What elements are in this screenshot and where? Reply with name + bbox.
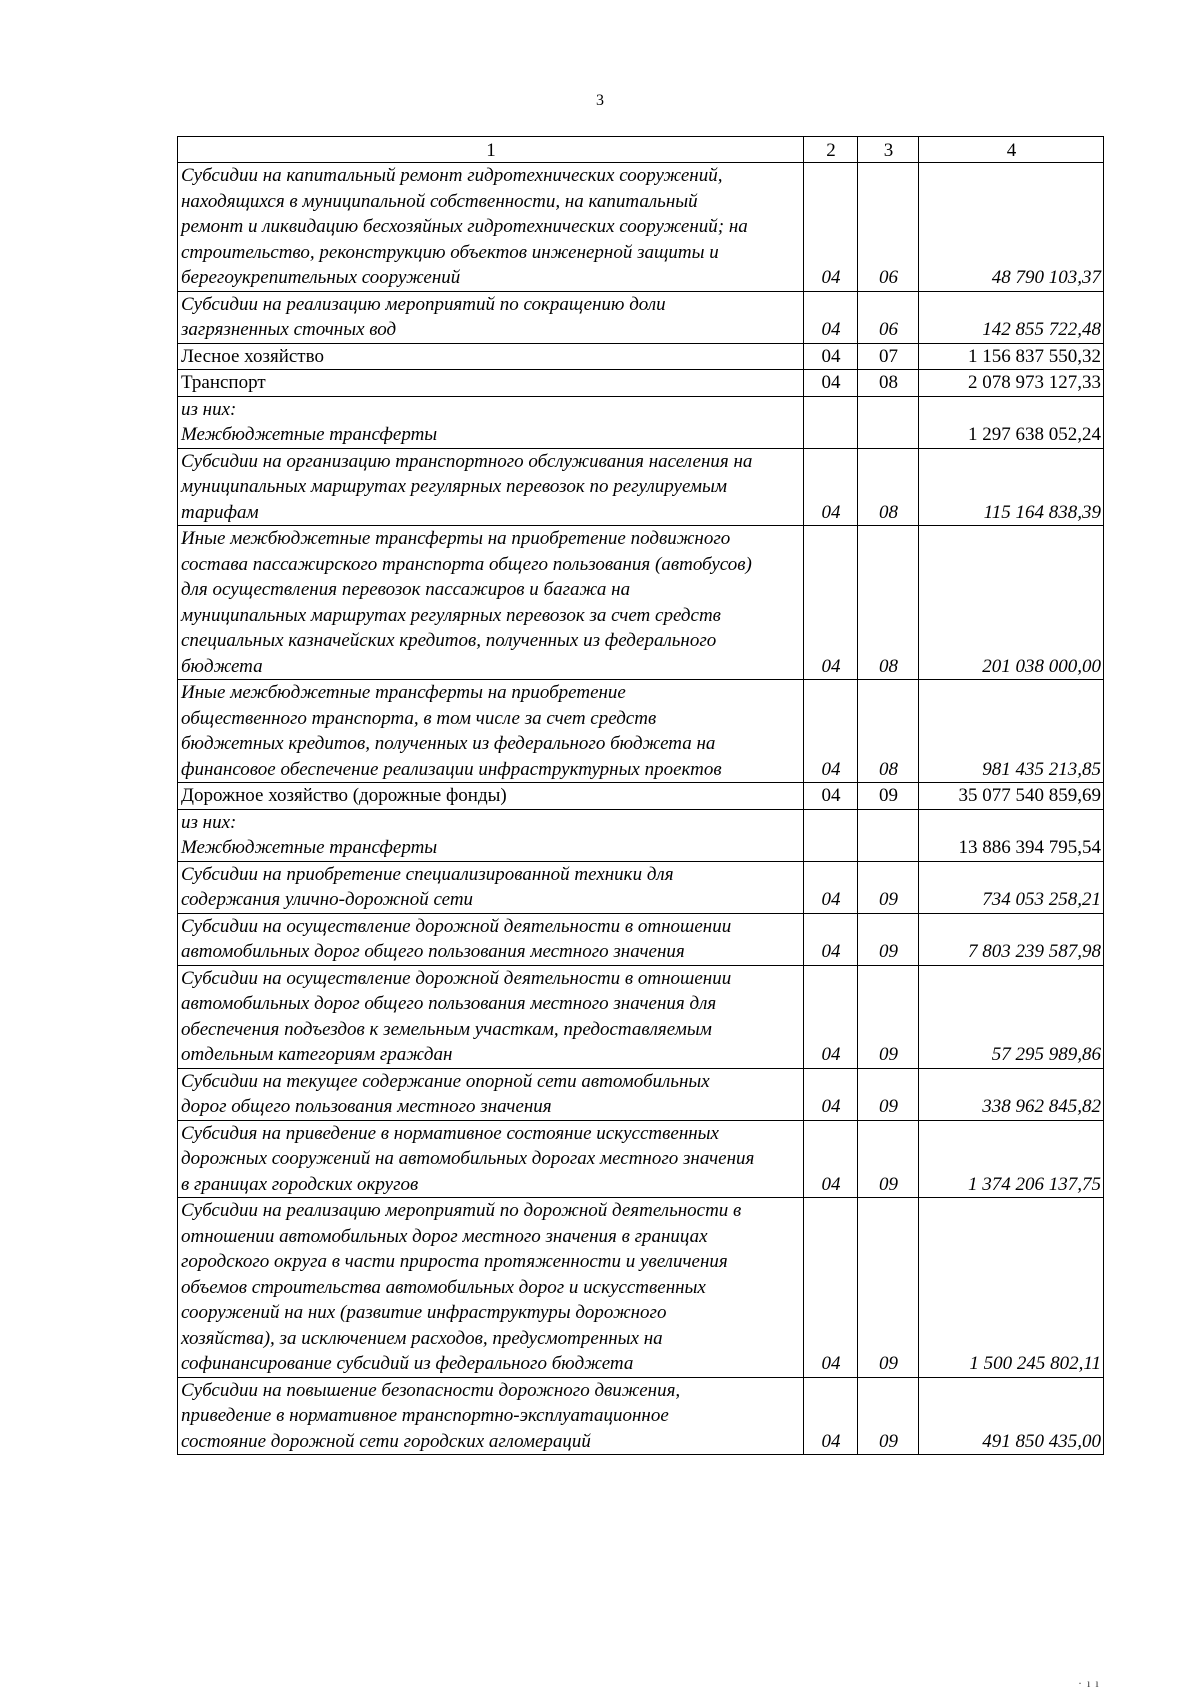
table-row [178,291,1104,343]
table-row [178,448,1104,526]
description-line: Иные межбюджетные трансферты на приобретение [181,682,626,703]
row-description [178,1068,804,1120]
description-line: Межбюджетные трансферты [181,424,438,445]
row-description [178,861,804,913]
description-line: Субсидии на повышение безопасности дорожного движения, [181,1379,681,1401]
section-code: 04 [804,965,858,1068]
amount: 1 374 206 137,75 [919,1120,1104,1198]
subsection-code: 09 [858,913,919,965]
row-description [178,526,804,680]
budget-table [177,136,1104,1455]
subsection-code: 08 [858,370,919,397]
subsection-code: 09 [858,861,919,913]
table-row [178,965,1104,1068]
subsection-code: 09 [858,783,919,810]
subsection-code [858,809,919,861]
description-line: находящихся в муниципальной собственности, на капитальный [181,190,698,212]
amount: 13 886 394 795,54 [919,809,1104,861]
table-row [178,861,1104,913]
row-description [178,965,804,1068]
subsection-code: 06 [858,291,919,343]
description-line: общественного транспорта, в том числе за счет средств [181,707,657,729]
table-row [178,396,1104,448]
section-code: 04 [804,291,858,343]
description-line: состояние дорожной сети городских агломераций [181,1430,591,1452]
description-line: Субсидии на текущее содержание опорной сети автомобильных [181,1070,710,1092]
subsection-code: 09 [858,1198,919,1378]
table-row [178,1198,1104,1378]
section-code [804,809,858,861]
amount: 2 078 973 127,33 [919,370,1104,397]
amount: 57 295 989,86 [919,965,1104,1068]
table-row [178,809,1104,861]
description-line: автомобильных дорог общего пользования местного значения для [181,993,717,1014]
row-description [178,809,804,861]
description-line: финансовое обеспечение реализации инфраструктурных проектов [181,758,722,780]
row-description [178,370,804,397]
description-line: дорог общего пользования местного значения [181,1096,552,1117]
section-code: 04 [804,680,858,783]
amount: 338 962 845,82 [919,1068,1104,1120]
amount: 7 803 239 587,98 [919,913,1104,965]
description-line: из них: [181,811,237,833]
subsection-code: 09 [858,1377,919,1455]
scan-mark: · ı ı [1078,1676,1100,1690]
row-description [178,680,804,783]
section-code: 04 [804,448,858,526]
description-line: Субсидии на осуществление дорожной деятельности в отношении [181,967,732,989]
row-description [178,783,804,810]
row-description [178,448,804,526]
description-line: городского округа в части прироста протяженности и увеличения [181,1251,728,1272]
description-line: Субсидии на приобретение специализированной техники для [181,863,674,885]
description-line: Субсидия на приведение в нормативное состояние искусственных [181,1122,719,1144]
table-row [178,343,1104,370]
table-row [178,913,1104,965]
description-line: дорожных сооружений на автомобильных дорогах местного значения [181,1148,755,1169]
section-code: 04 [804,343,858,370]
amount: 115 164 838,39 [919,448,1104,526]
column-header-3: 3 [858,137,919,163]
description-line: берегоукрепительных сооружений [181,267,461,288]
description-line: сооружений на них (развитие инфраструктуры дорожного [181,1302,667,1323]
description-line: Лесное хозяйство [181,345,324,367]
amount: 201 038 000,00 [919,526,1104,680]
table-row [178,1068,1104,1120]
row-description [178,1377,804,1455]
description-line: бюджета [181,655,263,677]
table-row [178,1377,1104,1455]
amount: 491 850 435,00 [919,1377,1104,1455]
description-line: содержания улично-дорожной сети [181,889,474,910]
table-header-row [178,137,1104,163]
description-line: бюджетных кредитов, полученных из федерального бюджета на [181,733,716,754]
description-line: обеспечения подъездов к земельным участкам, предоставляемым [181,1018,712,1040]
table-row [178,526,1104,680]
section-code: 04 [804,1120,858,1198]
description-line: Субсидии на реализацию мероприятий по дорожной деятельности в [181,1200,742,1221]
amount: 1 297 638 052,24 [919,396,1104,448]
table-row [178,163,1104,292]
table-row [178,783,1104,810]
section-code: 04 [804,526,858,680]
description-line: Субсидии на реализацию мероприятий по сокращению доли [181,293,666,315]
description-line: в границах городских округов [181,1173,419,1195]
amount: 48 790 103,37 [919,163,1104,292]
description-line: хозяйства), за исключением расходов, предусмотренных на [181,1327,663,1349]
section-code [804,396,858,448]
row-description [178,1120,804,1198]
description-line: отношении автомобильных дорог местного значения в границах [181,1225,708,1247]
page-number: 3 [596,92,604,109]
row-description [178,913,804,965]
description-line: автомобильных дорог общего пользования местного значения [181,941,685,962]
amount: 981 435 213,85 [919,680,1104,783]
row-description [178,1198,804,1378]
subsection-code: 09 [858,1068,919,1120]
description-line: строительство, реконструкцию объектов инженерной защиты и [181,241,719,263]
description-line: для осуществления перевозок пассажиров и багажа на [181,579,631,600]
row-description [178,163,804,292]
subsection-code: 06 [858,163,919,292]
column-header-4: 4 [919,137,1104,163]
description-line: муниципальных маршрутах регулярных перевозок за счет средств [181,604,721,626]
description-line: Дорожное хозяйство (дорожные фонды) [181,785,507,806]
description-line: объемов строительства автомобильных дорог и искусственных [181,1276,706,1298]
description-line: Иные межбюджетные трансферты на приобретение подвижного [181,528,731,549]
description-line: состава пассажирского транспорта общего пользования (автобусов) [181,553,752,575]
table-row [178,1120,1104,1198]
subsection-code: 09 [858,965,919,1068]
description-line: ремонт и ликвидацию бесхозяйных гидротехнических сооружений; на [181,216,748,237]
section-code: 04 [804,783,858,810]
table-row [178,370,1104,397]
column-header-2: 2 [804,137,858,163]
section-code: 04 [804,861,858,913]
description-line: Субсидии на организацию транспортного обслуживания населения на [181,450,753,472]
subsection-code: 08 [858,526,919,680]
table-body [178,163,1104,1455]
description-line: Транспорт [181,372,266,393]
subsection-code: 09 [858,1120,919,1198]
description-line: специальных казначейских кредитов, полученных из федерального [181,630,717,651]
description-line: муниципальных маршрутах регулярных перевозок по регулируемым [181,476,728,497]
section-code: 04 [804,163,858,292]
column-header-1: 1 [178,137,804,163]
subsection-code: 08 [858,680,919,783]
amount: 142 855 722,48 [919,291,1104,343]
section-code: 04 [804,913,858,965]
description-line: из них: [181,398,237,420]
section-code: 04 [804,1068,858,1120]
amount: 1 156 837 550,32 [919,343,1104,370]
description-line: Субсидии на капитальный ремонт гидротехнических сооружений, [181,165,723,186]
subsection-code: 07 [858,343,919,370]
section-code: 04 [804,1377,858,1455]
description-line: отдельным категориям граждан [181,1044,453,1065]
row-description [178,291,804,343]
amount: 35 077 540 859,69 [919,783,1104,810]
subsection-code [858,396,919,448]
section-code: 04 [804,370,858,397]
amount: 1 500 245 802,11 [919,1198,1104,1378]
description-line: приведение в нормативное транспортно-эксплуатационное [181,1405,669,1426]
description-line: тарифам [181,501,259,523]
description-line: загрязненных сточных вод [181,319,397,340]
row-description [178,396,804,448]
section-code: 04 [804,1198,858,1378]
subsection-code: 08 [858,448,919,526]
table-row [178,680,1104,783]
row-description [178,343,804,370]
amount: 734 053 258,21 [919,861,1104,913]
description-line: софинансирование субсидий из федерального бюджета [181,1353,634,1374]
description-line: Межбюджетные трансферты [181,837,438,858]
description-line: Субсидии на осуществление дорожной деятельности в отношении [181,915,732,937]
